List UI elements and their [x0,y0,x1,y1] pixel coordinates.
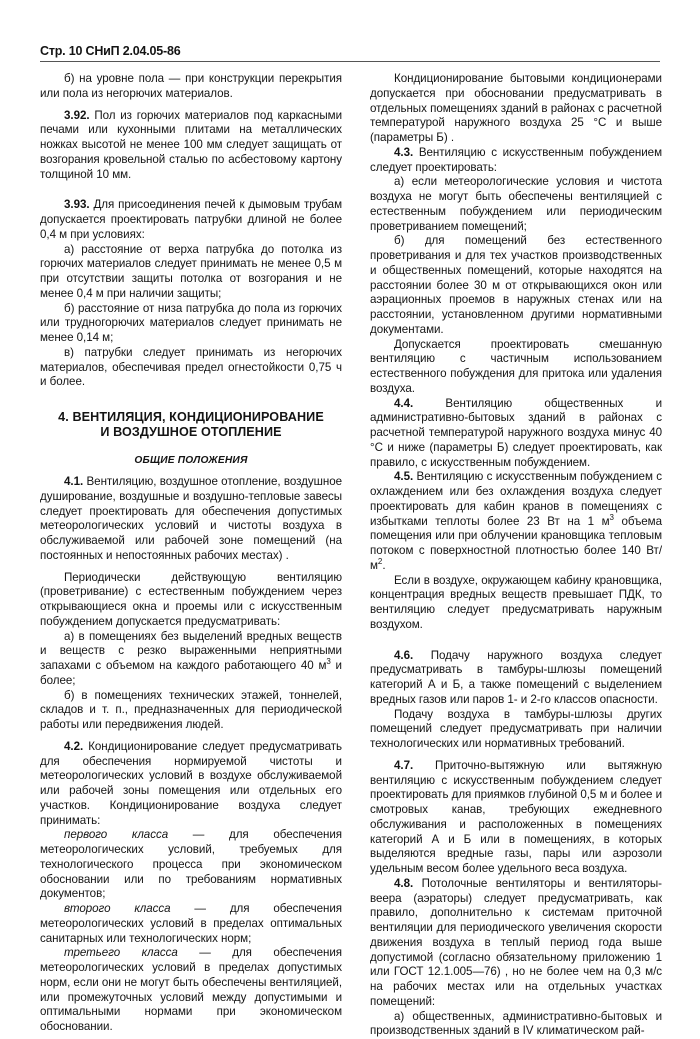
clause-4-1-periodic: Периодически действующую вентиляцию (проветривание) с естественным побуждением через открывающиеся окна и проемы или с искусственным побуждением допускается предусматривать: [40,571,342,630]
subsection-title: ОБЩИЕ ПОЛОЖЕНИЯ [40,454,342,467]
clause-4-8-a: а) общественных, административно-бытовых и производственных зданий в IV климатическом рай- [370,1010,662,1039]
clause-4-2 [40,740,342,829]
clause-4-8 [370,877,662,1010]
clause-4-3 [370,146,662,176]
clause-4-7 [370,759,662,877]
clause-4-3-mixed: Допускается проектировать смешанную вентиляцию с частичным использованием естественного побуждения для притока или удаления воздуха. [370,338,662,397]
clause-number: 4.8. [394,877,413,890]
clause-4-6 [370,649,662,708]
clause-number: 4.3. [394,146,413,159]
right-column [370,72,662,1039]
class-first: первого класса — для обеспечения метеорологических условий, требуемых для технологического процесса при экономическом обосновании или по требованиям нормативных документов; [40,828,342,902]
clause-4-5: 4.5. Вентиляцию с искусственным побуждением с охлаждением или без охлаждения воздуха следует проектировать для кабин кранов в помещениях с избытками теплоты более 23 Вт на 1 $м^3$ объема помещения или при облучении крановщика тепловым потоком с поверхностной плотностью более 140 $Вт/м^2$. [370,470,662,573]
clause-text: Потолочные вентиляторы и вентиляторы-веера (аэраторы) следует предусматривать, как правило, дополнительно к системам приточной вентиляции для периодического увеличения скорости движения воздуха в теплый период года выше допустимой (согласно обязательному приложению 1 или ГОСТ 12.1.005—76) , но не более чем на 0,3 м/с на рабочих местах или на отдельных участках помещений: [370,877,662,1008]
clause-4-4: 4.4. Вентиляцию общественных и административно-бытовых зданий в районах с расчетной температурой наружного воздуха минус 40 °С и ниже (параметры Б) следует проектировать, как правило, с искусственным побуждением. [370,397,662,471]
clause-3-93-a: а) расстояние от верха патрубка до потолка из горючих материалов следует принимать не менее 0,5 м при отсутствии защиты потолка от возгорания и не менее 0,4 м при наличии защиты; [40,243,342,302]
clause-number: 4.5. [394,470,413,483]
clause-number: 4.7. [394,759,413,772]
clause-3-92 [40,109,342,183]
clause-3-93-c: в) патрубки следует принимать из негорючих материалов, обеспечивая предел огнестойкости 0,75 ч и более. [40,346,342,390]
page-header: Стр. 10 СНиП 2.04.05-86 [40,44,180,58]
clause-4-6-other: Подачу воздуха в тамбуры-шлюзы других помещений следует предусматривать при наличии технологических или нормативных требований. [370,708,662,752]
clause-3-91-b: б) на уровне пола — при конструкции перекрытия или пола из негорючих материалов. [40,72,342,102]
clause-number: 3.92. [64,109,90,122]
left-column [40,72,342,1035]
clause-number: 4.6. [394,649,413,662]
clause-4-3-b: б) для помещений без естественного проветривания и для тех участков производственных и общественных помещений, которые находятся на расстоянии более 30 м от открывающихся окон или аэрационных проемов в наружных стенах или на расстоянии, установленном другими нормативными документами. [370,234,662,337]
class-third: третьего класса — для обеспечения метеорологических условий в пределах допустимых норм, если они не могут быть обеспечены вентиляцией, или промежуточных условий между допустимыми и оптимальными нормами при экономическом обосновании. [40,946,342,1035]
clause-text: Приточно-вытяжную или вытяжную вентиляцию с искусственным побуждением следует проектировать для приямков глубиной 0,5 м и более и смотровых канав, требующих ежедневного обслуживания и расположенных в помещениях категорий А и Б или в помещениях, в которых выделяются вредные газы, пары или аэрозоли удельным весом более удельного веса воздуха. [370,759,662,875]
clause-4-1-a: а) в помещениях без выделений вредных веществ и веществ с резко выраженными неприятными запахами с объемом на каждого работающего 40 $м^3$ и более; [40,630,342,689]
clause-number: 4.1. [64,475,83,488]
clause-number: 4.4. [394,397,413,410]
clause-3-93-b: б) расстояние от низа патрубка до пола из горючих или трудногорючих материалов следует принимать не менее 0,14 м; [40,302,342,346]
section-title-line2: И ВОЗДУШНОЕ ОТОПЛЕНИЕ [100,425,281,439]
clause-text: Кондиционирование следует предусматривать для обеспечения нормируемой чистоты и метеорологических условий в воздухе обслуживаемой или рабочей зоны помещения или отдельных его участков. Кондиционирование воздуха следует принимать: [40,740,342,827]
clause-4-5-pdk: Если в воздухе, окружающем кабину крановщика, концентрация вредных веществ превышает ПДК, то вентиляцию следует предусматривать наружным воздухом. [370,574,662,633]
clause-number: 3.93. [64,198,90,211]
clause-text: Для присоединения печей к дымовым трубам допускается проектировать патрубки длиной не более 0,4 м при условиях: [40,198,342,241]
clause-text: Вентиляцию с искусственным побуждением следует проектировать: [370,146,662,174]
clause-3-93 [40,198,342,242]
clause-4-1 [40,475,342,564]
clause-number: 4.2. [64,740,83,753]
household-conditioners: Кондиционирование бытовыми кондиционерами допускается при обосновании предусматривать в отдельных помещениях зданий в районах с расчетной температурой наружного воздуха 25 °С и выше (параметры Б) . [370,72,662,146]
clause-4-1-b: б) в помещениях технических этажей, тоннелей, складов и т. п., предназначенных для периодической работы или передвижения людей. [40,689,342,733]
clause-text: Пол из горючих материалов под каркасными печами или кухонными плитами на металлических ножках высотой не менее 100 мм следует защищать от возгорания кровельной сталью по асбестовому картону толщиной 10 мм. [40,109,342,181]
header-rule [40,61,660,62]
clause-text: Подачу наружного воздуха следует предусматривать в тамбуры-шлюзы помещений категорий А и Б, а также помещений с выделением вредных газов или паров 1- и 2-го классов опасности. [370,649,662,706]
clause-text: Вентиляцию, воздушное отопление, воздушное душирование, воздушные и воздушно-тепловые завесы следует проектировать для обеспечения допустимых метеорологических условий и чистоты воздуха в обслуживаемой или рабочей зоне помещений (на постоянных и непостоянных рабочих местах) . [40,475,342,562]
section-title-line1: 4. ВЕНТИЛЯЦИЯ, КОНДИЦИОНИРОВАНИЕ [58,410,324,424]
clause-4-3-a: а) если метеорологические условия и чистота воздуха не могут быть обеспечены вентиляцией с естественным побуждением или периодическим проветриванием помещений; [370,175,662,234]
section-title [40,410,342,440]
class-second: второго класса — для обеспечения метеорологических условий в пределах оптимальных санитарных или технологических норм; [40,902,342,946]
